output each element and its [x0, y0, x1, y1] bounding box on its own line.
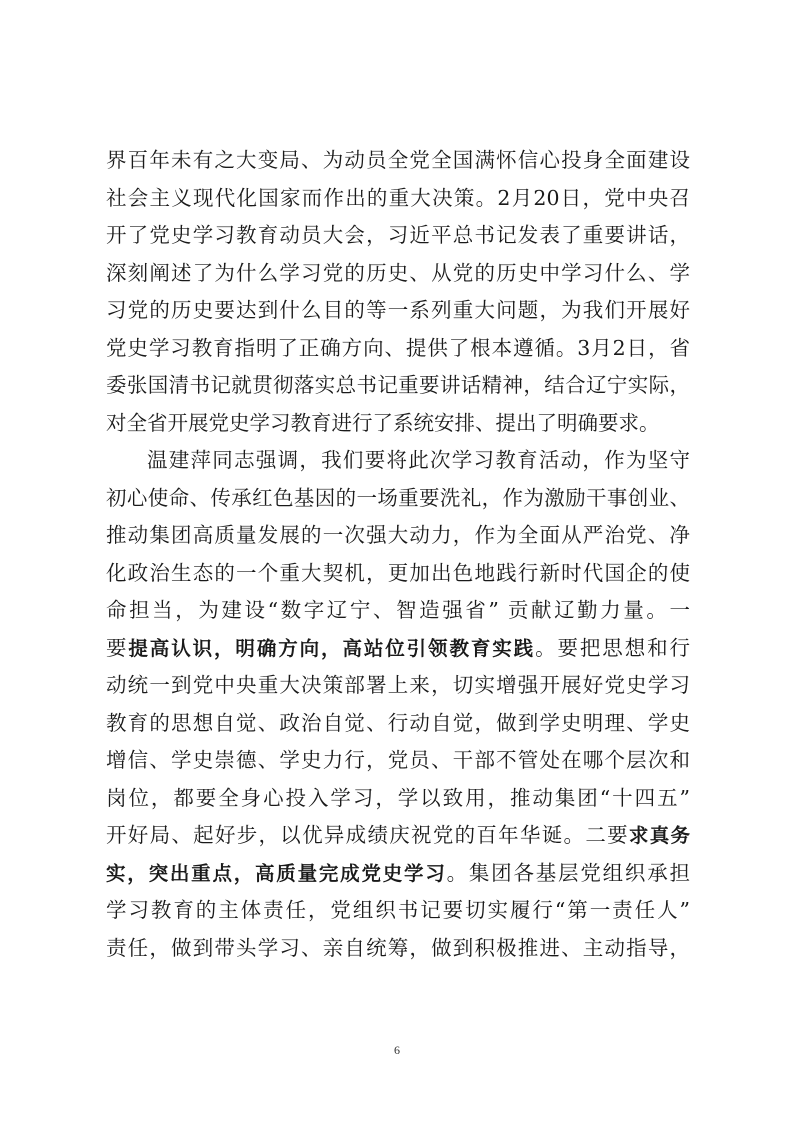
bold-heading-second-point: 求真务	[628, 824, 690, 847]
document-body	[106, 142, 690, 967]
text-line: 初心使命、传承红色基因的一场重要洗礼，作为激励干事创业、	[106, 485, 690, 510]
text-line: 党史学习教育指明了正确方向、提供了根本遵循。3月2日，省	[106, 335, 690, 360]
text-line: 增信、学史崇德、学史力行，党员、干部不管处在哪个层次和	[106, 748, 690, 772]
text-line	[106, 855, 690, 893]
text-line: 动统一到党中央重大决策部署上来，切实增强开展好党史学习	[106, 673, 690, 697]
text-line: 责任，做到带头学习、亲自统筹，做到积极推进、主动指导，	[106, 935, 690, 960]
text-line	[106, 817, 690, 855]
text-line: 化政治生态的一个重大契机，更加出色地践行新时代国企的使	[106, 560, 690, 585]
text-segment: 。要把思想和行	[535, 635, 690, 660]
paragraph-start-line: 温建萍同志强调，我们要将此次学习教育活动，作为坚守	[147, 448, 690, 472]
page-number: 6	[394, 1043, 400, 1057]
text-line	[106, 630, 690, 668]
text-line: 深刻阐述了为什么学习党的历史、从党的历史中学习什么、学	[106, 260, 690, 285]
text-line: 命担当，为建设“数字辽宁、智造强省” 贡献辽勤力量。一	[106, 598, 690, 622]
text-line: 教育的思想自觉、政治自觉、行动自觉，做到学史明理、学史	[106, 710, 690, 735]
bold-heading-first-point: 提高认识，明确方向，高站位引领教育实践	[128, 636, 536, 660]
text-segment: 开好局、起好步，以优异成绩庆祝党的百年华诞。二要	[106, 823, 629, 847]
text-line: 社会主义现代化国家而作出的重大决策。2月20日，党中央召	[106, 185, 690, 210]
text-line: 岗位，都要全身心投入学习，学以致用，推动集团“十四五”	[106, 785, 690, 810]
text-line: 推动集团高质量发展的一次强大动力，作为全面从严治党、净	[106, 523, 690, 547]
text-line: 学习教育的主体责任，党组织书记要切实履行“第一责任人”	[106, 898, 690, 922]
text-line: 委张国清书记就贯彻落实总书记重要讲话精神，结合辽宁实际，	[106, 373, 690, 397]
paragraph-end-line: 对全省开展党史学习教育进行了系统安排、提出了明确要求。	[106, 410, 660, 435]
text-segment: 要	[106, 635, 129, 660]
text-line: 界百年未有之大变局、为动员全党全国满怀信心投身全面建设	[106, 148, 690, 172]
bold-heading-second-point-cont: 实，突出重点，高质量完成党史学习	[106, 861, 447, 885]
text-line: 习党的历史要达到什么目的等一系列重大问题，为我们开展好	[106, 298, 690, 322]
text-segment: 。集团各基层党组织承担	[446, 860, 690, 885]
text-line: 开了党史学习教育动员大会，习近平总书记发表了重要讲话，	[106, 223, 690, 247]
